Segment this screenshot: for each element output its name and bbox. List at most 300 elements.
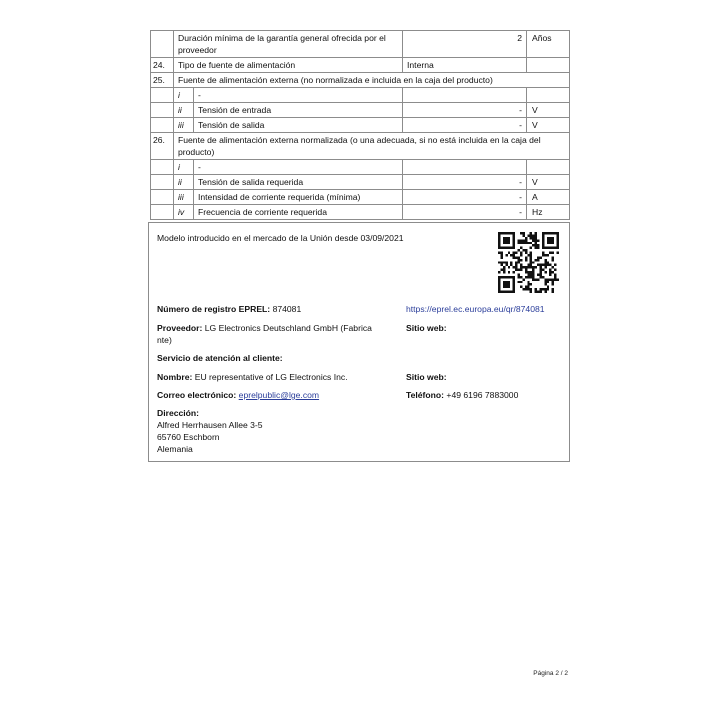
qr-module (522, 239, 524, 241)
website-label: Sitio web: (406, 323, 447, 333)
sub-index: iii (174, 118, 194, 133)
qr-module (513, 254, 515, 256)
sub-unit: A (527, 190, 570, 205)
qr-module (508, 252, 510, 254)
qr-module (539, 273, 541, 275)
row-number: 25. (151, 73, 174, 88)
market-date-text: Modelo introducido en el mercado de la Unión desde 03/09/2021 (157, 233, 404, 243)
qr-module (518, 249, 520, 251)
warranty-unit: Años (527, 31, 570, 58)
qr-module (498, 234, 500, 236)
sub-label: - (194, 160, 403, 175)
qr-module (535, 259, 537, 261)
qr-module (513, 234, 515, 236)
sub-value: - (403, 175, 527, 190)
sub-label: Intensidad de corriente requerida (mínima) (194, 190, 403, 205)
qr-module (554, 247, 556, 249)
table-row (151, 133, 570, 160)
qr-module (552, 259, 554, 261)
qr-module (554, 278, 556, 280)
qr-module (547, 254, 549, 256)
qr-module (522, 278, 524, 280)
sub-label: Tensión de salida (194, 118, 403, 133)
qr-module (525, 237, 527, 239)
qr-module (498, 283, 500, 285)
qr-code-icon (498, 232, 559, 293)
qr-module (500, 276, 502, 278)
sub-unit: Hz (527, 205, 570, 220)
qr-module (508, 286, 510, 288)
qr-module (515, 256, 517, 258)
qr-module (508, 271, 510, 273)
qr-module (503, 232, 505, 234)
qr-module (513, 266, 515, 268)
qr-module (542, 242, 544, 244)
sub-index: ii (174, 175, 194, 190)
qr-module (552, 271, 554, 273)
row-label: Fuente de alimentación externa normalizada (o una adecuada, si no está incluida en la caja del producto) (174, 133, 570, 160)
eprel-number: 874081 (272, 304, 302, 314)
qr-module (532, 244, 534, 246)
qr-module (500, 232, 502, 234)
qr-module (557, 237, 559, 239)
qr-module (549, 252, 551, 254)
qr-module (503, 261, 505, 263)
customer-service-label: Servicio de atención al cliente: (157, 353, 283, 363)
qr-module (498, 271, 500, 273)
qr-module (535, 266, 537, 268)
qr-module (525, 271, 527, 273)
qr-module (544, 259, 546, 261)
qr-module (520, 252, 522, 254)
qr-module (539, 256, 541, 258)
qr-module (547, 242, 549, 244)
qr-module (547, 264, 549, 266)
qr-module (552, 239, 554, 241)
qr-module (503, 242, 505, 244)
qr-module (552, 237, 554, 239)
qr-module (498, 281, 500, 283)
qr-module (513, 244, 515, 246)
qr-module (515, 261, 517, 263)
qr-module (554, 232, 556, 234)
qr-module (552, 266, 554, 268)
qr-module (520, 259, 522, 261)
qr-module (513, 283, 515, 285)
qr-module (508, 266, 510, 268)
qr-module (549, 239, 551, 241)
qr-module (513, 256, 515, 258)
qr-module (505, 276, 507, 278)
qr-module (508, 281, 510, 283)
qr-module (500, 291, 502, 293)
qr-module (498, 232, 500, 234)
qr-module (500, 252, 502, 254)
qr-module (510, 291, 512, 293)
qr-module (527, 281, 529, 283)
qr-module (554, 264, 556, 266)
qr-module (542, 269, 544, 271)
qr-module (537, 273, 539, 275)
qr-module (537, 247, 539, 249)
qr-module (530, 273, 532, 275)
name-label: Nombre: (157, 372, 193, 382)
qr-module (549, 278, 551, 280)
qr-module (530, 264, 532, 266)
qr-module (522, 232, 524, 234)
qr-module (505, 286, 507, 288)
qr-module (513, 237, 515, 239)
supplier-label: Proveedor: (157, 323, 203, 333)
qr-module (513, 278, 515, 280)
qr-module (542, 252, 544, 254)
email-label: Correo electrónico: (157, 390, 237, 400)
qr-module (505, 261, 507, 263)
qr-module (518, 273, 520, 275)
qr-module (500, 254, 502, 256)
qr-module (505, 264, 507, 266)
sub-unit: V (527, 103, 570, 118)
qr-module (500, 261, 502, 263)
qr-module (544, 254, 546, 256)
sub-index: iv (174, 205, 194, 220)
qr-module (513, 286, 515, 288)
qr-module (535, 237, 537, 239)
sub-index: i (174, 160, 194, 175)
qr-module (532, 234, 534, 236)
qr-module (549, 271, 551, 273)
qr-module (535, 232, 537, 234)
qr-module (513, 242, 515, 244)
qr-module (515, 264, 517, 266)
qr-module (547, 288, 549, 290)
qr-module (547, 286, 549, 288)
table-row (151, 103, 570, 118)
qr-module (530, 291, 532, 293)
qr-module (527, 288, 529, 290)
phone-value: +49 6196 7883000 (446, 390, 519, 400)
qr-module (535, 244, 537, 246)
qr-module (542, 239, 544, 241)
qr-module (532, 271, 534, 273)
row-number: 24. (151, 58, 174, 73)
qr-module (557, 278, 559, 280)
qr-module (525, 252, 527, 254)
qr-module (503, 283, 505, 285)
qr-module (503, 271, 505, 273)
qr-module (500, 264, 502, 266)
qr-module (544, 283, 546, 285)
qr-module (520, 276, 522, 278)
qr-module (498, 239, 500, 241)
qr-module (532, 276, 534, 278)
qr-module (503, 247, 505, 249)
qr-module (505, 239, 507, 241)
qr-module (535, 234, 537, 236)
qr-module (537, 278, 539, 280)
qr-module (505, 242, 507, 244)
table-row (151, 160, 570, 175)
qr-module (520, 264, 522, 266)
qr-module (503, 291, 505, 293)
qr-module (498, 291, 500, 293)
qr-module (537, 264, 539, 266)
qr-module (549, 242, 551, 244)
phone-label: Teléfono: (406, 390, 445, 400)
qr-module (554, 273, 556, 275)
qr-module (525, 259, 527, 261)
qr-module (508, 237, 510, 239)
qr-module (498, 278, 500, 280)
qr-module (549, 273, 551, 275)
page-number: Página 2 / 2 (533, 670, 568, 677)
qr-module (508, 242, 510, 244)
qr-module (549, 264, 551, 266)
qr-module (518, 259, 520, 261)
qr-module (549, 237, 551, 239)
qr-module (547, 247, 549, 249)
qr-module (544, 288, 546, 290)
qr-module (532, 239, 534, 241)
qr-module (515, 269, 517, 271)
qr-module (537, 239, 539, 241)
qr-module (513, 247, 515, 249)
qr-module (503, 239, 505, 241)
address-line: Alemania (157, 444, 193, 454)
qr-module (500, 269, 502, 271)
qr-module (542, 232, 544, 234)
qr-module (535, 291, 537, 293)
qr-module (522, 234, 524, 236)
qr-module (515, 266, 517, 268)
sub-unit: V (527, 175, 570, 190)
qr-module (530, 283, 532, 285)
qr-module (547, 261, 549, 263)
qr-module (513, 288, 515, 290)
qr-module (557, 239, 559, 241)
qr-module (535, 288, 537, 290)
qr-module (525, 269, 527, 271)
sub-value: - (403, 103, 527, 118)
qr-module (557, 242, 559, 244)
qr-module (522, 288, 524, 290)
qr-module (544, 291, 546, 293)
qr-module (525, 276, 527, 278)
sub-index: ii (174, 103, 194, 118)
row-number: 26. (151, 133, 174, 160)
eprel-label: Número de registro EPREL: (157, 304, 271, 314)
qr-module (544, 261, 546, 263)
qr-module (547, 278, 549, 280)
qr-module (539, 264, 541, 266)
qr-module (537, 256, 539, 258)
qr-module (530, 288, 532, 290)
qr-module (505, 232, 507, 234)
qr-module (522, 266, 524, 268)
supplier-name-cont: nte) (157, 335, 172, 345)
qr-module (549, 269, 551, 271)
qr-module (498, 276, 500, 278)
qr-module (510, 232, 512, 234)
qr-module (510, 254, 512, 256)
qr-module (542, 254, 544, 256)
qr-module (544, 271, 546, 273)
qr-module (542, 264, 544, 266)
sub-value (403, 160, 527, 175)
website-label-2: Sitio web: (406, 372, 447, 382)
qr-module (544, 247, 546, 249)
qr-module (498, 261, 500, 263)
qr-module (498, 244, 500, 246)
qr-module (530, 237, 532, 239)
qr-module (532, 237, 534, 239)
qr-module (520, 286, 522, 288)
qr-module (530, 254, 532, 256)
table-row (151, 31, 570, 58)
qr-module (547, 239, 549, 241)
qr-module (542, 237, 544, 239)
qr-module (525, 288, 527, 290)
table-row (151, 118, 570, 133)
qr-module (552, 281, 554, 283)
qr-module (520, 281, 522, 283)
qr-module (530, 266, 532, 268)
qr-module (518, 281, 520, 283)
sub-unit (527, 88, 570, 103)
contact-name (157, 371, 348, 383)
qr-module (544, 266, 546, 268)
supplier-name: LG Electronics Deutschland GmbH (Fabrica (204, 323, 372, 333)
qr-module (532, 269, 534, 271)
qr-module (549, 247, 551, 249)
qr-module (520, 269, 522, 271)
qr-module (552, 256, 554, 258)
qr-module (515, 252, 517, 254)
qr-module (505, 281, 507, 283)
qr-module (518, 239, 520, 241)
qr-module (513, 232, 515, 234)
row-value: Interna (403, 58, 527, 73)
qr-module (498, 237, 500, 239)
table-row (151, 205, 570, 220)
qr-module (552, 278, 554, 280)
qr-module (544, 232, 546, 234)
qr-module (520, 242, 522, 244)
qr-module (557, 232, 559, 234)
qr-module (530, 247, 532, 249)
email-link[interactable]: eprelpublic@lge.com (238, 390, 320, 400)
qr-module (532, 261, 534, 263)
sub-label: Tensión de entrada (194, 103, 403, 118)
qr-module (510, 264, 512, 266)
qr-module (557, 252, 559, 254)
qr-module (500, 256, 502, 258)
qr-module (503, 269, 505, 271)
qr-module (530, 234, 532, 236)
qr-module (552, 247, 554, 249)
qr-module (520, 254, 522, 256)
qr-module (508, 239, 510, 241)
qr-module (527, 254, 529, 256)
qr-module (557, 234, 559, 236)
qr-module (535, 242, 537, 244)
qr-module (527, 286, 529, 288)
qr-module (518, 256, 520, 258)
qr-module (500, 247, 502, 249)
qr-module (508, 291, 510, 293)
qr-module (508, 247, 510, 249)
qr-module (552, 252, 554, 254)
qr-module (542, 234, 544, 236)
qr-module (554, 269, 556, 271)
qr-module (513, 252, 515, 254)
qr-module (542, 247, 544, 249)
table-row (151, 175, 570, 190)
warranty-label: Duración mínima de la garantía general ofrecida por el proveedor (174, 31, 403, 58)
qr-module (513, 271, 515, 273)
qr-module (537, 291, 539, 293)
qr-module (508, 232, 510, 234)
qr-module (503, 266, 505, 268)
qr-module (522, 249, 524, 251)
sub-unit: V (527, 118, 570, 133)
address-label: Dirección: (157, 408, 200, 418)
qr-module (527, 283, 529, 285)
row-label: Fuente de alimentación externa (no normalizada e incluida en la caja del producto) (174, 73, 570, 88)
qr-module (527, 266, 529, 268)
table-row (151, 190, 570, 205)
qr-module (505, 283, 507, 285)
email (157, 389, 319, 401)
table-row (151, 58, 570, 73)
sub-label: - (194, 88, 403, 103)
qr-module (530, 276, 532, 278)
qr-module (530, 242, 532, 244)
qr-module (510, 261, 512, 263)
qr-module (525, 249, 527, 251)
qr-module (547, 237, 549, 239)
qr-module (544, 264, 546, 266)
qr-module (552, 291, 554, 293)
qr-module (532, 273, 534, 275)
qr-module (544, 281, 546, 283)
qr-module (498, 252, 500, 254)
qr-module (520, 266, 522, 268)
sub-label: Tensión de salida requerida (194, 175, 403, 190)
sub-value: - (403, 118, 527, 133)
qr-module (530, 232, 532, 234)
supplier-info-card (148, 222, 570, 462)
qr-module (520, 232, 522, 234)
qr-module (498, 288, 500, 290)
qr-module (537, 259, 539, 261)
qr-module (539, 276, 541, 278)
qr-module (539, 291, 541, 293)
qr-module (505, 237, 507, 239)
sub-value: - (403, 190, 527, 205)
phone (406, 389, 518, 401)
qr-module (552, 242, 554, 244)
qr-module (510, 276, 512, 278)
qr-module (542, 288, 544, 290)
sub-index: i (174, 88, 194, 103)
eprel-link[interactable]: https://eprel.ec.europa.eu/qr/874081 (406, 304, 545, 314)
qr-module (505, 291, 507, 293)
qr-module (527, 264, 529, 266)
qr-module (513, 239, 515, 241)
qr-module (525, 286, 527, 288)
qr-module (505, 254, 507, 256)
